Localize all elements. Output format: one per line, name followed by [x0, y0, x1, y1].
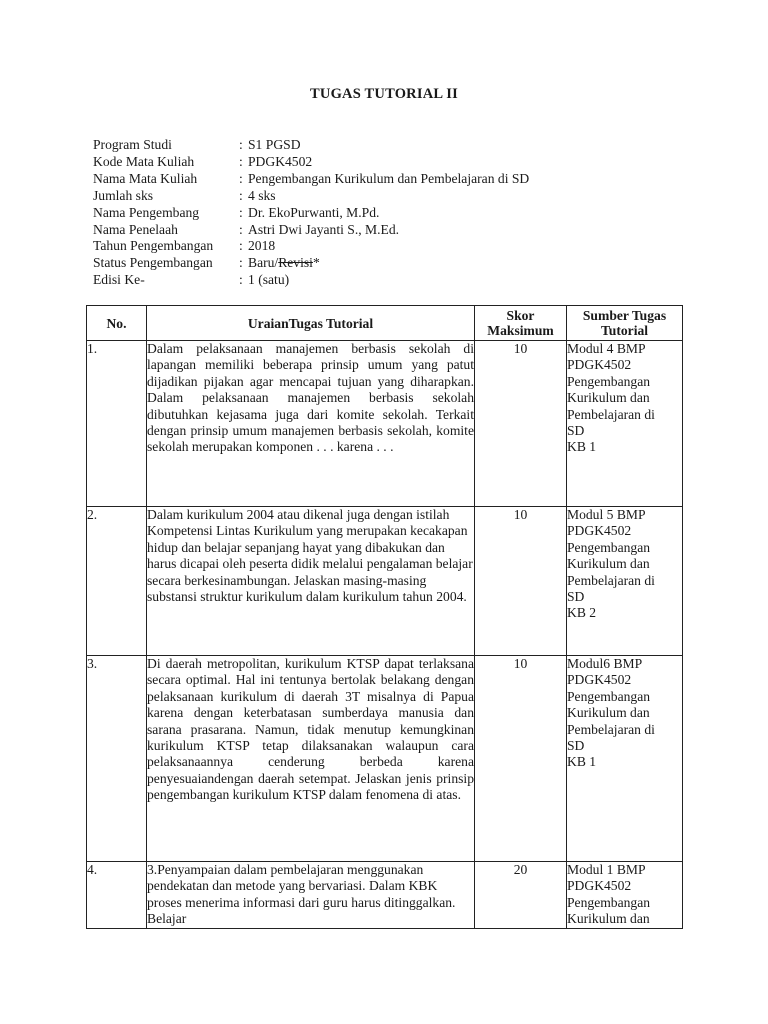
info-value: 2018: [248, 238, 276, 254]
info-colon: :: [239, 137, 243, 152]
task-description: Dalam kurikulum 2004 atau dikenal juga dengan istilah Kompetensi Lintas Kurikulum yang merupakan kecakapan hidup dan belajar sepanjang hayat yang dibakukan dan harus dicapai oleh peserta didik melalui pengalaman belajar secara berkesinambungan. Jelaskan masing-masing substansi struktur kurikulum dalam kurikulum tahun 2004.: [147, 507, 475, 656]
info-label: Edisi Ke-: [93, 272, 145, 288]
info-label: Kode Mata Kuliah: [93, 153, 195, 169]
source-line: PDGK4502: [567, 357, 632, 373]
info-value: Pengembangan Kurikulum dan Pembelajaran di SD: [248, 170, 530, 186]
document-title: TUGAS TUTORIAL II: [310, 86, 458, 102]
table-header-row: [87, 306, 683, 341]
task-max-score: 10: [475, 341, 567, 507]
info-label: Status Pengembangan: [93, 255, 213, 271]
info-colon: :: [239, 238, 243, 254]
source-line: Pengembangan: [567, 688, 651, 704]
info-colon: :: [239, 170, 243, 186]
info-colon: :: [239, 272, 243, 288]
task-max-score: 10: [475, 507, 567, 656]
info-colon: :: [239, 187, 243, 203]
info-colon: :: [239, 153, 243, 169]
task-description: Dalam pelaksanaan manajemen berbasis sekolah di lapangan memiliki beberapa prinsip umum yang patut dijadikan pijakan agar mencapai tujuan yang diharapkan. Dalam pelaksanaan manajemen berbasis sekolah dibutuhkan kejasama juga dari komite sekolah. Terkait dengan prinsip umum manajemen berbasis sekolah, komite sekolah merupakan komponen . . . karena . . .: [147, 341, 475, 507]
source-line: PDGK4502: [567, 523, 632, 539]
source-line: Kurikulum dan: [567, 390, 650, 406]
task-source: [567, 507, 683, 656]
info-row-status-pengembangan: [93, 255, 529, 272]
status-option-baru: Baru/: [248, 255, 279, 271]
info-colon: :: [239, 204, 243, 220]
task-description: Di daerah metropolitan, kurikulum KTSP dapat terlaksana secara optimal. Hal ini tentunya bertolak belakang dengan pelaksanaan kurikulum di daerah 3T misalnya di Papua karena dengan keterbatasan sumberdaya manusia dan sarana prasarana. Namun, tidak menutup kemungkinan kurikulum KTSP tetap dilaksanakan walaupun cara pelaksanaannya cenderung berbeda karena penyesuaiandengan daerah setempat. Jelaskan jenis prinsip pengembangan kurikulum KTSP dalam fenomena di atas.: [147, 656, 475, 862]
source-line: KB 1: [567, 754, 597, 770]
course-info: [93, 137, 529, 289]
info-label: Nama Penelaah: [93, 221, 178, 237]
task-description: 3.Penyampaian dalam pembelajaran menggunakan pendekatan dan metode yang bervariasi. Dalam KBK proses menerima informasi dari guru harus ditinggalkan. Belajar: [147, 862, 475, 929]
info-value: [248, 255, 320, 272]
header-no: No.: [87, 306, 147, 341]
source-line: Modul 1 BMP: [567, 862, 646, 877]
info-value: Astri Dwi Jayanti S., M.Ed.: [248, 221, 400, 237]
info-row-program-studi: [93, 137, 529, 154]
info-label: Tahun Pengembangan: [93, 238, 214, 254]
info-value: Dr. EkoPurwanti, M.Pd.: [248, 204, 380, 220]
task-number: 4.: [87, 862, 147, 929]
info-row-tahun-pengembangan: [93, 238, 529, 255]
info-row-nama-pengembang: [93, 205, 529, 222]
info-value: PDGK4502: [248, 153, 313, 169]
info-row-nama-mata-kuliah: [93, 171, 529, 188]
info-row-nama-penelaah: [93, 222, 529, 239]
info-label: Nama Mata Kuliah: [93, 170, 198, 186]
info-row-edisi: [93, 272, 529, 289]
info-row-kode-mata-kuliah: [93, 154, 529, 171]
header-sumber: Sumber Tugas Tutorial: [567, 306, 683, 341]
info-value: 1 (satu): [248, 272, 290, 288]
table-row: [87, 507, 683, 656]
source-line: PDGK4502: [567, 878, 632, 894]
source-line: Modul6 BMP: [567, 656, 643, 671]
info-value: 4 sks: [248, 187, 276, 203]
task-source: [567, 341, 683, 507]
info-label: Jumlah sks: [93, 187, 154, 203]
source-line: KB 2: [567, 605, 597, 621]
source-line: Pengembangan: [567, 373, 651, 389]
info-row-jumlah-sks: [93, 188, 529, 205]
source-line: Pengembangan: [567, 539, 651, 555]
task-max-score: 20: [475, 862, 567, 929]
task-number: 2.: [87, 507, 147, 656]
table-row: [87, 656, 683, 862]
table-row: [87, 341, 683, 507]
info-label: Program Studi: [93, 137, 172, 152]
task-number: 1.: [87, 341, 147, 507]
info-colon: :: [239, 221, 243, 237]
task-source: [567, 862, 683, 929]
source-line: SD: [567, 423, 585, 439]
source-line: Pengembangan: [567, 894, 651, 910]
info-label: Nama Pengembang: [93, 204, 200, 220]
task-source: [567, 656, 683, 862]
header-skor: Skor Maksimum: [475, 306, 567, 341]
source-line: Modul 4 BMP: [567, 341, 646, 356]
source-line: SD: [567, 589, 585, 605]
source-line: Kurikulum dan: [567, 705, 650, 721]
source-line: Modul 5 BMP: [567, 507, 646, 522]
task-number: 3.: [87, 656, 147, 862]
status-asterisk: *: [312, 255, 320, 271]
source-line: KB 1: [567, 439, 597, 455]
source-line: Pembelajaran di: [567, 721, 655, 737]
source-line: SD: [567, 738, 585, 754]
info-value: S1 PGSD: [248, 137, 301, 152]
task-table: [86, 305, 683, 929]
header-uraian: UraianTugas Tutorial: [147, 306, 475, 341]
status-option-revisi-struck: Revisi: [278, 255, 313, 271]
source-line: PDGK4502: [567, 672, 632, 688]
info-colon: :: [239, 255, 243, 271]
table-row: [87, 862, 683, 929]
task-max-score: 10: [475, 656, 567, 862]
source-line: Kurikulum dan: [567, 911, 650, 927]
source-line: Pembelajaran di: [567, 572, 655, 588]
source-line: Kurikulum dan: [567, 556, 650, 572]
source-line: Pembelajaran di: [567, 406, 655, 422]
